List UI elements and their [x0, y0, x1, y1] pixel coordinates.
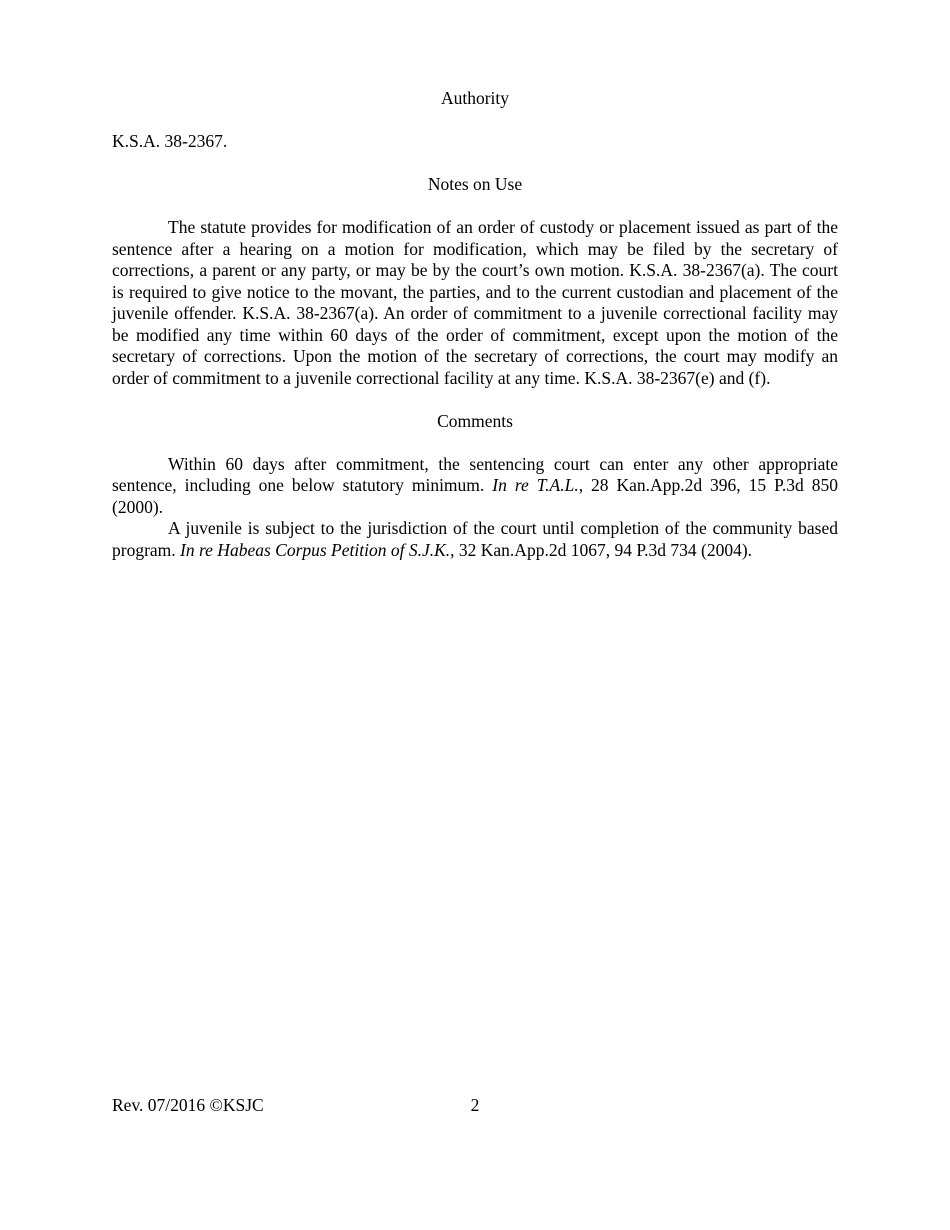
- page-footer: [112, 1094, 838, 1118]
- comment-1-citation: , 28 Kan.App.2d 396, 15 P.3d 850 (2000).: [112, 475, 838, 517]
- comment-2-case-name: In re Habeas Corpus Petition of S.J.K.: [180, 539, 451, 560]
- comment-2-text: A juvenile is subject to the jurisdiction of the court until completion of the community based program.: [112, 518, 838, 560]
- authority-text: K.S.A. 38-2367.: [112, 131, 228, 151]
- comments-heading: Comments: [437, 410, 513, 431]
- notes-on-use-paragraph: The statute provides for modification of an order of custody or placement issued as part of the sentence after a hearing on a motion for modification, which may be filed by the secretary of corrections, a parent or any party, or may be by the court’s own motion. K.S.A. 38-2367(a). The court is required to give notice to the movant, the parties, and to the current custodian and placement of the juvenile offender. K.S.A. 38-2367(a). An order of commitment to a juvenile correctional facility may be modified any time within 60 days of the order of commitment, except upon the motion of the secretary of corrections. Upon the motion of the secretary of corrections, the court may modify an order of commitment to a juvenile correctional facility at any time. K.S.A. 38-2367(e) and (f).: [112, 217, 838, 388]
- comment-1-case-name: In re T.A.L.: [492, 475, 579, 495]
- footer-revision: Rev. 07/2016 ©KSJC: [112, 1095, 264, 1115]
- notes-on-use-heading: Notes on Use: [427, 174, 523, 194]
- comment-paragraph-2: [112, 518, 838, 561]
- comment-1-text: Within 60 days after commitment, the sentencing court can enter any other appropriate sentence, including one below statutory minimum.: [112, 453, 838, 495]
- page-content: [112, 88, 838, 561]
- footer-page-number: 2: [470, 1095, 480, 1115]
- comment-2-citation: , 32 Kan.App.2d 1067, 94 P.3d 734 (2004).: [450, 539, 753, 560]
- authority-heading: Authority: [440, 88, 510, 108]
- comment-paragraph-1: [112, 454, 838, 519]
